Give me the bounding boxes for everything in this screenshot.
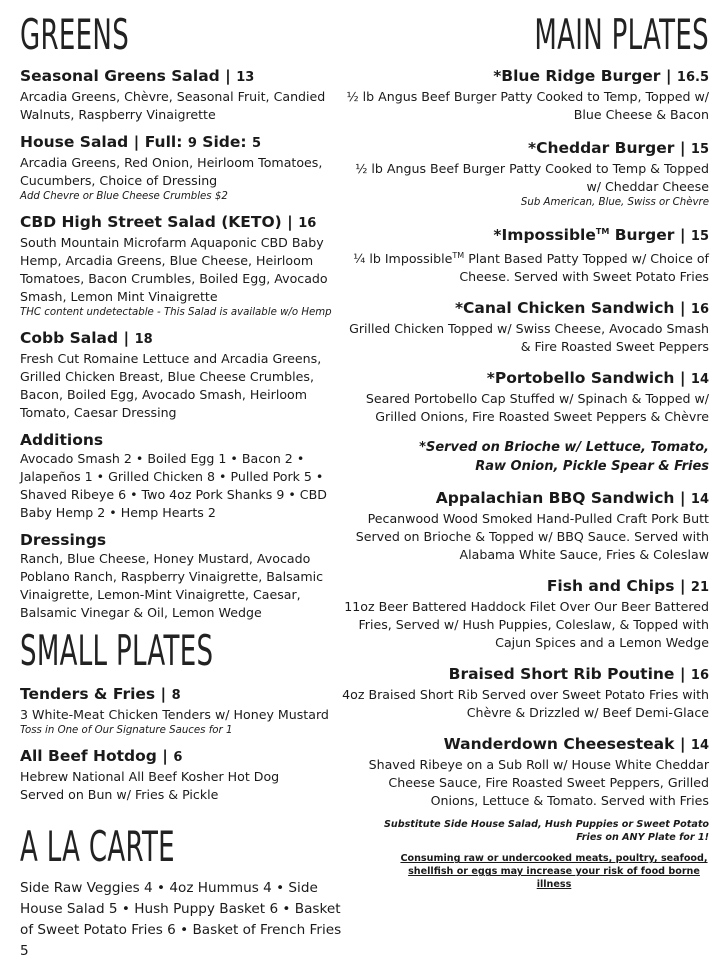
item-name: *Cheddar Burger | [527, 139, 686, 157]
item-price: 18 [134, 332, 153, 347]
a-la-carte-list: Side Raw Veggies 4 • 4oz Hummus 4 • Side House Salad 5 • Hush Puppy Basket 6 • Basket of Sweet Potato Fries 6 • Basket of French Fries 5 [20, 880, 342, 959]
menu-item [339, 66, 709, 124]
item-name: Braised Short Rib Poutine | [448, 665, 686, 684]
menu-item [20, 132, 350, 204]
menu-item [339, 298, 709, 356]
trademark-mark: TM [452, 251, 465, 261]
menu-item [339, 734, 709, 810]
greens-heading: GREENS [20, 10, 130, 59]
item-price: 6 [173, 750, 183, 765]
a-la-carte-heading: A LA CARTE [20, 822, 175, 871]
left-column [20, 0, 350, 962]
item-name: Cobb Salad | [20, 329, 130, 347]
right-column [339, 0, 709, 891]
item-description: Fresh Cut Romaine Lettuce and Arcadia Greens, Grilled Chicken Breast, Blue Cheese Crumbles, Bacon, Boiled Egg, Avocado Smash, Heirloom Tomato, Caesar Dressing [20, 351, 322, 420]
menu-item [339, 222, 709, 286]
item-description: Grilled Chicken Topped w/ Swiss Cheese, Avocado Smash & Fire Roasted Sweet Peppers [349, 321, 709, 355]
item-name: Wanderdown Cheesesteak | [443, 735, 686, 754]
item-description: Pecanwood Wood Smoked Hand-Pulled Craft Pork Butt Served on Brioche & Topped w/ BBQ Sauce. Served with Alabama White Sauce, Fries & Coleslaw [355, 511, 709, 563]
menu-item [20, 66, 350, 124]
item-note: Toss in One of Our Signature Sauces for 1 [20, 725, 233, 736]
menu-item [339, 138, 709, 210]
item-name: *Blue Ridge Burger | [493, 67, 672, 85]
item-note: Sub American, Blue, Swiss or Chèvre [520, 197, 709, 208]
trademark-mark: TM [595, 227, 610, 236]
item-price: 16 [298, 216, 317, 231]
sandwich-served-note [339, 438, 709, 476]
additions-section [20, 430, 350, 522]
menu-item [20, 328, 350, 422]
item-description: 11oz Beer Battered Haddock Filet Over Our Beer Battered Fries, Served w/ Hush Puppies, Coleslaw, & Topped with Cajun Spices and a Lemon Wedge [344, 599, 709, 651]
item-description: Seared Portobello Cap Stuffed w/ Spinach & Topped w/ Grilled Onions, Fire Roasted Sweet Peppers & Chèvre [365, 391, 709, 425]
item-price: 13 [236, 70, 255, 85]
item-name-suffix: Burger | [609, 226, 686, 245]
item-name: *Portobello Sandwich | [486, 369, 686, 388]
item-description: 4oz Braised Short Rib Served over Sweet Potato Fries with Chèvre & Drizzled w/ Beef Demi-Glace [342, 687, 709, 721]
main-plates-heading: MAIN PLATES [534, 10, 709, 59]
item-description: South Mountain Microfarm Aquaponic CBD Baby Hemp, Arcadia Greens, Blue Cheese, Heirloom Tomatoes, Bacon Crumbles, Boiled Egg, Avocado Smash, Lemon Mint Vinaigrette [20, 235, 328, 304]
dressings-heading: Dressings [20, 531, 107, 549]
additions-heading: Additions [20, 431, 104, 449]
item-description: Arcadia Greens, Red Onion, Heirloom Tomatoes, Cucumbers, Choice of Dressing [20, 155, 323, 188]
item-price: 8 [171, 688, 181, 703]
item-description-start: ¼ lb Impossible [353, 251, 453, 267]
menu-item [20, 684, 350, 738]
item-description: ½ lb Angus Beef Burger Patty Cooked to Temp & Topped w/ Cheddar Cheese [355, 161, 709, 194]
item-note: THC content undetectable - This Salad is available w/o Hemp [20, 307, 332, 318]
item-price-side: 5 [251, 136, 262, 151]
item-name: CBD High Street Salad (KETO) | [20, 213, 293, 231]
item-name: All Beef Hotdog | [20, 747, 168, 765]
item-name: House Salad | Full: [20, 133, 183, 151]
item-note: Add Chevre or Blue Cheese Crumbles $2 [20, 191, 228, 202]
food-safety-warning: Consuming raw or undercooked meats, poultry, seafood, shellfish or eggs may increase your risk of food borne illness [400, 853, 708, 891]
additions-list: Avocado Smash 2 • Boiled Egg 1 • Bacon 2 • Jalapeños 1 • Grilled Chicken 8 • Pulled Pork 5 • Shaved Ribeye 6 • Two 4oz Pork Shanks 9 • CBD Baby Hemp 2 • Hemp Hearts 2 [20, 451, 327, 520]
item-price: 16 [690, 668, 709, 684]
menu-item [339, 488, 709, 564]
item-price: 15 [690, 142, 709, 157]
item-name: *Canal Chicken Sandwich | [454, 299, 686, 318]
item-description: 3 White-Meat Chicken Tenders w/ Honey Mustard [20, 707, 329, 722]
item-price: 14 [690, 738, 709, 754]
item-description [339, 247, 709, 286]
served-note-text: *Served on Brioche w/ Lettuce, Tomato, Raw Onion, Pickle Spear & Fries [419, 440, 709, 475]
item-price-full: 9 [187, 136, 197, 151]
item-name: Tenders & Fries | [20, 685, 167, 703]
item-name: Fish and Chips | [546, 577, 686, 596]
substitute-note: Substitute Side House Salad, Hush Puppies or Sweet Potato Fries on ANY Plate for 1! [383, 819, 709, 844]
item-description: Shaved Ribeye on a Sub Roll w/ House White Cheddar Cheese Sauce, Fire Roasted Sweet Peppers, Grilled Onions, Lettuce & Tomato. Served with Fries [368, 757, 709, 809]
menu-item [339, 368, 709, 426]
item-price: 14 [690, 372, 709, 388]
item-price: 21 [690, 580, 709, 596]
item-price: 14 [690, 492, 709, 508]
item-name: Appalachian BBQ Sandwich | [435, 489, 686, 508]
item-description: Hebrew National All Beef Kosher Hot Dog Served on Bun w/ Fries & Pickle [20, 769, 280, 802]
small-plates-heading: SMALL PLATES [20, 626, 214, 675]
item-description: Arcadia Greens, Chèvre, Seasonal Fruit, Candied Walnuts, Raspberry Vinaigrette [20, 89, 326, 122]
item-price: 15 [690, 229, 709, 245]
item-price: 16.5 [676, 70, 709, 85]
item-price: 16 [690, 302, 709, 318]
dressings-list: Ranch, Blue Cheese, Honey Mustard, Avocado Poblano Ranch, Raspberry Vinaigrette, Balsamic Vinaigrette, Lemon-Mint Vinaigrette, Caesar, Balsamic Vinegar & Oil, Lemon Wedge [20, 551, 324, 620]
item-description-rest: Plant Based Patty Topped w/ Choice of Cheese. Served with Sweet Potato Fries [459, 251, 709, 285]
menu-item [339, 664, 709, 722]
menu-item [20, 212, 350, 320]
item-side-label: Side: [202, 133, 247, 151]
item-name: *Impossible [493, 226, 596, 245]
item-description: ½ lb Angus Beef Burger Patty Cooked to Temp, Topped w/ Blue Cheese & Bacon [346, 89, 709, 122]
menu-item [339, 576, 709, 652]
item-name: Seasonal Greens Salad | [20, 67, 231, 85]
menu-item [20, 746, 350, 804]
dressings-section [20, 530, 350, 622]
